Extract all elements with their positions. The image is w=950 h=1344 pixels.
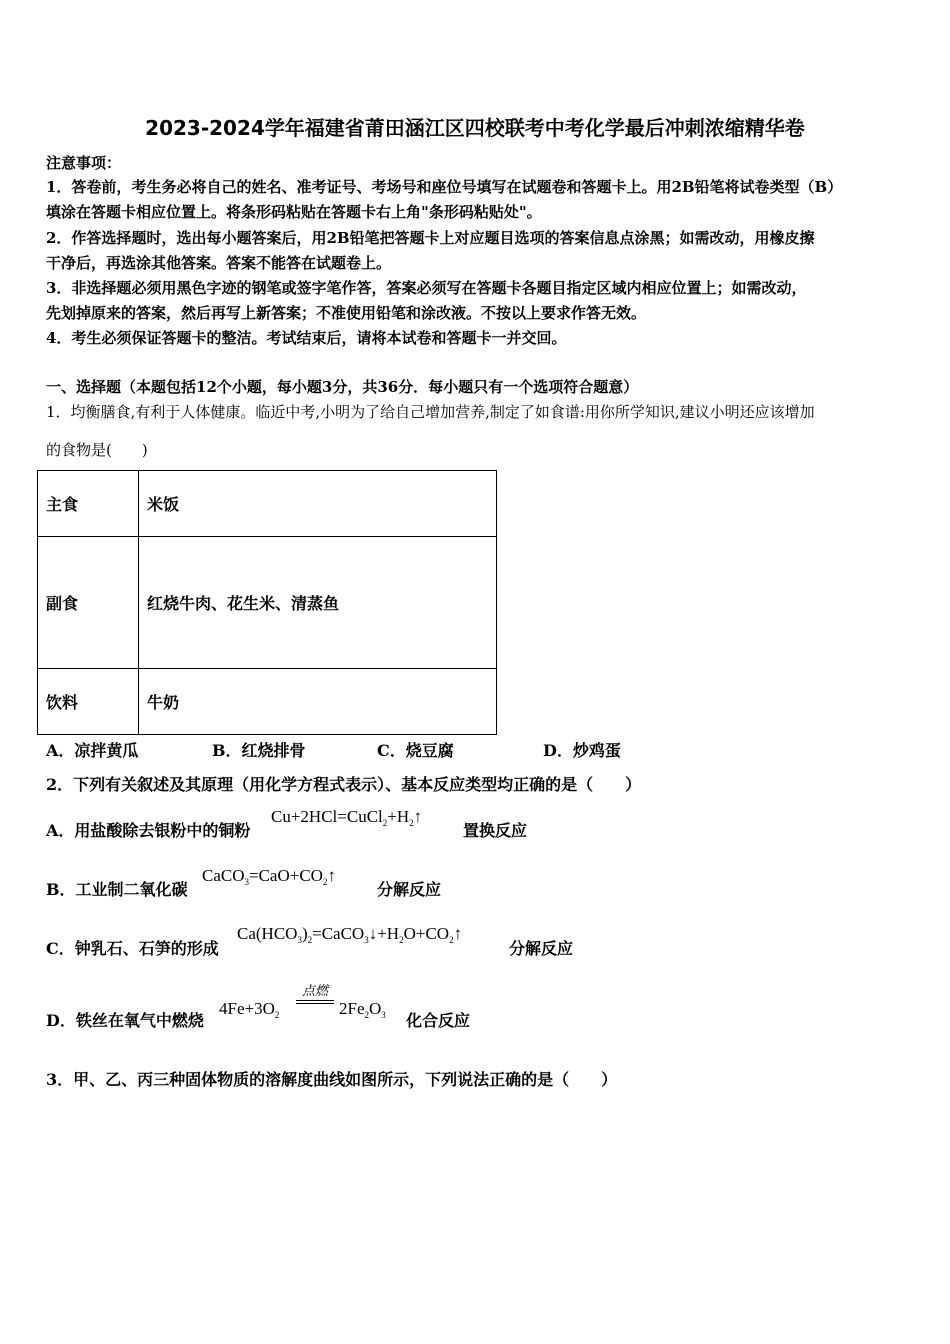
notice-line: 3．非选择题必须用黑色字迹的钢笔或签字笔作答，答案必须写在答题卡各题目指定区域内相应位置上；如需改动， bbox=[46, 279, 807, 297]
notice-line: 2．作答选择题时，选出每小题答案后，用2B铅笔把答题卡上对应题目选项的答案信息点涂黑；如需改动，用橡皮擦 bbox=[46, 229, 815, 247]
table-cell-value: 牛奶 bbox=[139, 669, 497, 735]
question-2-stem: 2．下列有关叙述及其原理（用化学方程式表示）、基本反应类型均正确的是（ ） bbox=[46, 775, 642, 794]
option-a: A．凉拌黄瓜 bbox=[46, 741, 139, 760]
q2-option-a-equation: $Cu+2HCl=CuCl_2+H_2↑$ bbox=[271, 807, 423, 828]
menu-table bbox=[37, 470, 497, 735]
q2-option-c-label: C．钟乳石、石笋的形成 bbox=[46, 939, 219, 958]
q2-option-a-type: 置换反应 bbox=[463, 821, 528, 840]
q2-option-d-reactants: $4Fe+3O_2$ bbox=[219, 999, 280, 1020]
option-c: C．烧豆腐 bbox=[377, 741, 454, 760]
table-cell-key: 主食 bbox=[38, 471, 139, 537]
notice-heading: 注意事项： bbox=[46, 154, 122, 172]
question-1-stem: 1．均衡膳食,有利于人体健康。临近中考,小明为了给自己增加营养,制定了如食谱:用你所学知识,建议小明还应该增加 bbox=[46, 403, 815, 421]
page-title: 2023-2024学年福建省莆田涵江区四校联考中考化学最后冲刺浓缩精华卷 bbox=[145, 116, 805, 140]
table-cell-value: 米饭 bbox=[139, 471, 497, 537]
table-cell-key: 饮料 bbox=[38, 669, 139, 735]
section-heading: 一、选择题（本题包括12个小题，每小题3分，共36分．每小题只有一个选项符合题意） bbox=[46, 378, 639, 396]
q2-option-c-equation: $Ca(HCO_3)_2=CaCO_3↓+H_2O+CO_2↑$ bbox=[237, 924, 463, 945]
notice-line: 1．答卷前，考生务必将自己的姓名、准考证号、考场号和座位号填写在试题卷和答题卡上。用2B铅笔将试卷类型（B） bbox=[46, 178, 843, 196]
q2-option-a-label: A．用盐酸除去银粉中的铜粉 bbox=[46, 821, 251, 840]
table-row bbox=[38, 669, 497, 735]
notice-line: 先划掉原来的答案，然后再写上新答案；不准使用铅笔和涂改液。不按以上要求作答无效。 bbox=[46, 304, 647, 322]
table-row bbox=[38, 537, 497, 669]
table-row bbox=[38, 471, 497, 537]
option-d: D．炒鸡蛋 bbox=[543, 741, 621, 760]
equals-sign bbox=[296, 1000, 334, 1004]
q2-option-d-label: D．铁丝在氧气中燃烧 bbox=[46, 1011, 204, 1030]
q2-option-d-products: $2Fe_2O_3$ bbox=[339, 999, 386, 1020]
q2-option-d-type: 化合反应 bbox=[406, 1011, 471, 1030]
table-cell-value: 红烧牛肉、花生米、清蒸鱼 bbox=[139, 537, 497, 669]
q2-option-b-label: B．工业制二氧化碳 bbox=[46, 880, 188, 899]
table-cell-key: 副食 bbox=[38, 537, 139, 669]
notice-line: 填涂在答题卡相应位置上。将条形码粘贴在答题卡右上角"条形码粘贴处"。 bbox=[46, 203, 542, 221]
notice-line: 4．考生必须保证答题卡的整洁。考试结束后，请将本试卷和答题卡一并交回。 bbox=[46, 329, 567, 347]
condition-label: 点燃 bbox=[301, 984, 328, 999]
q2-option-b-equation: $CaCO_3=CaO+CO_2↑$ bbox=[202, 866, 336, 887]
reaction-condition bbox=[296, 985, 334, 1004]
notice-line: 干净后，再选涂其他答案。答案不能答在试题卷上。 bbox=[46, 254, 392, 272]
q2-option-c-type: 分解反应 bbox=[509, 939, 574, 958]
question-3-stem: 3．甲、乙、丙三种固体物质的溶解度曲线如图所示，下列说法正确的是（ ） bbox=[46, 1070, 618, 1089]
q2-option-b-type: 分解反应 bbox=[377, 880, 442, 899]
question-1-stem-cont: 的食物是( ) bbox=[46, 441, 148, 459]
option-b: B．红烧排骨 bbox=[212, 741, 306, 760]
